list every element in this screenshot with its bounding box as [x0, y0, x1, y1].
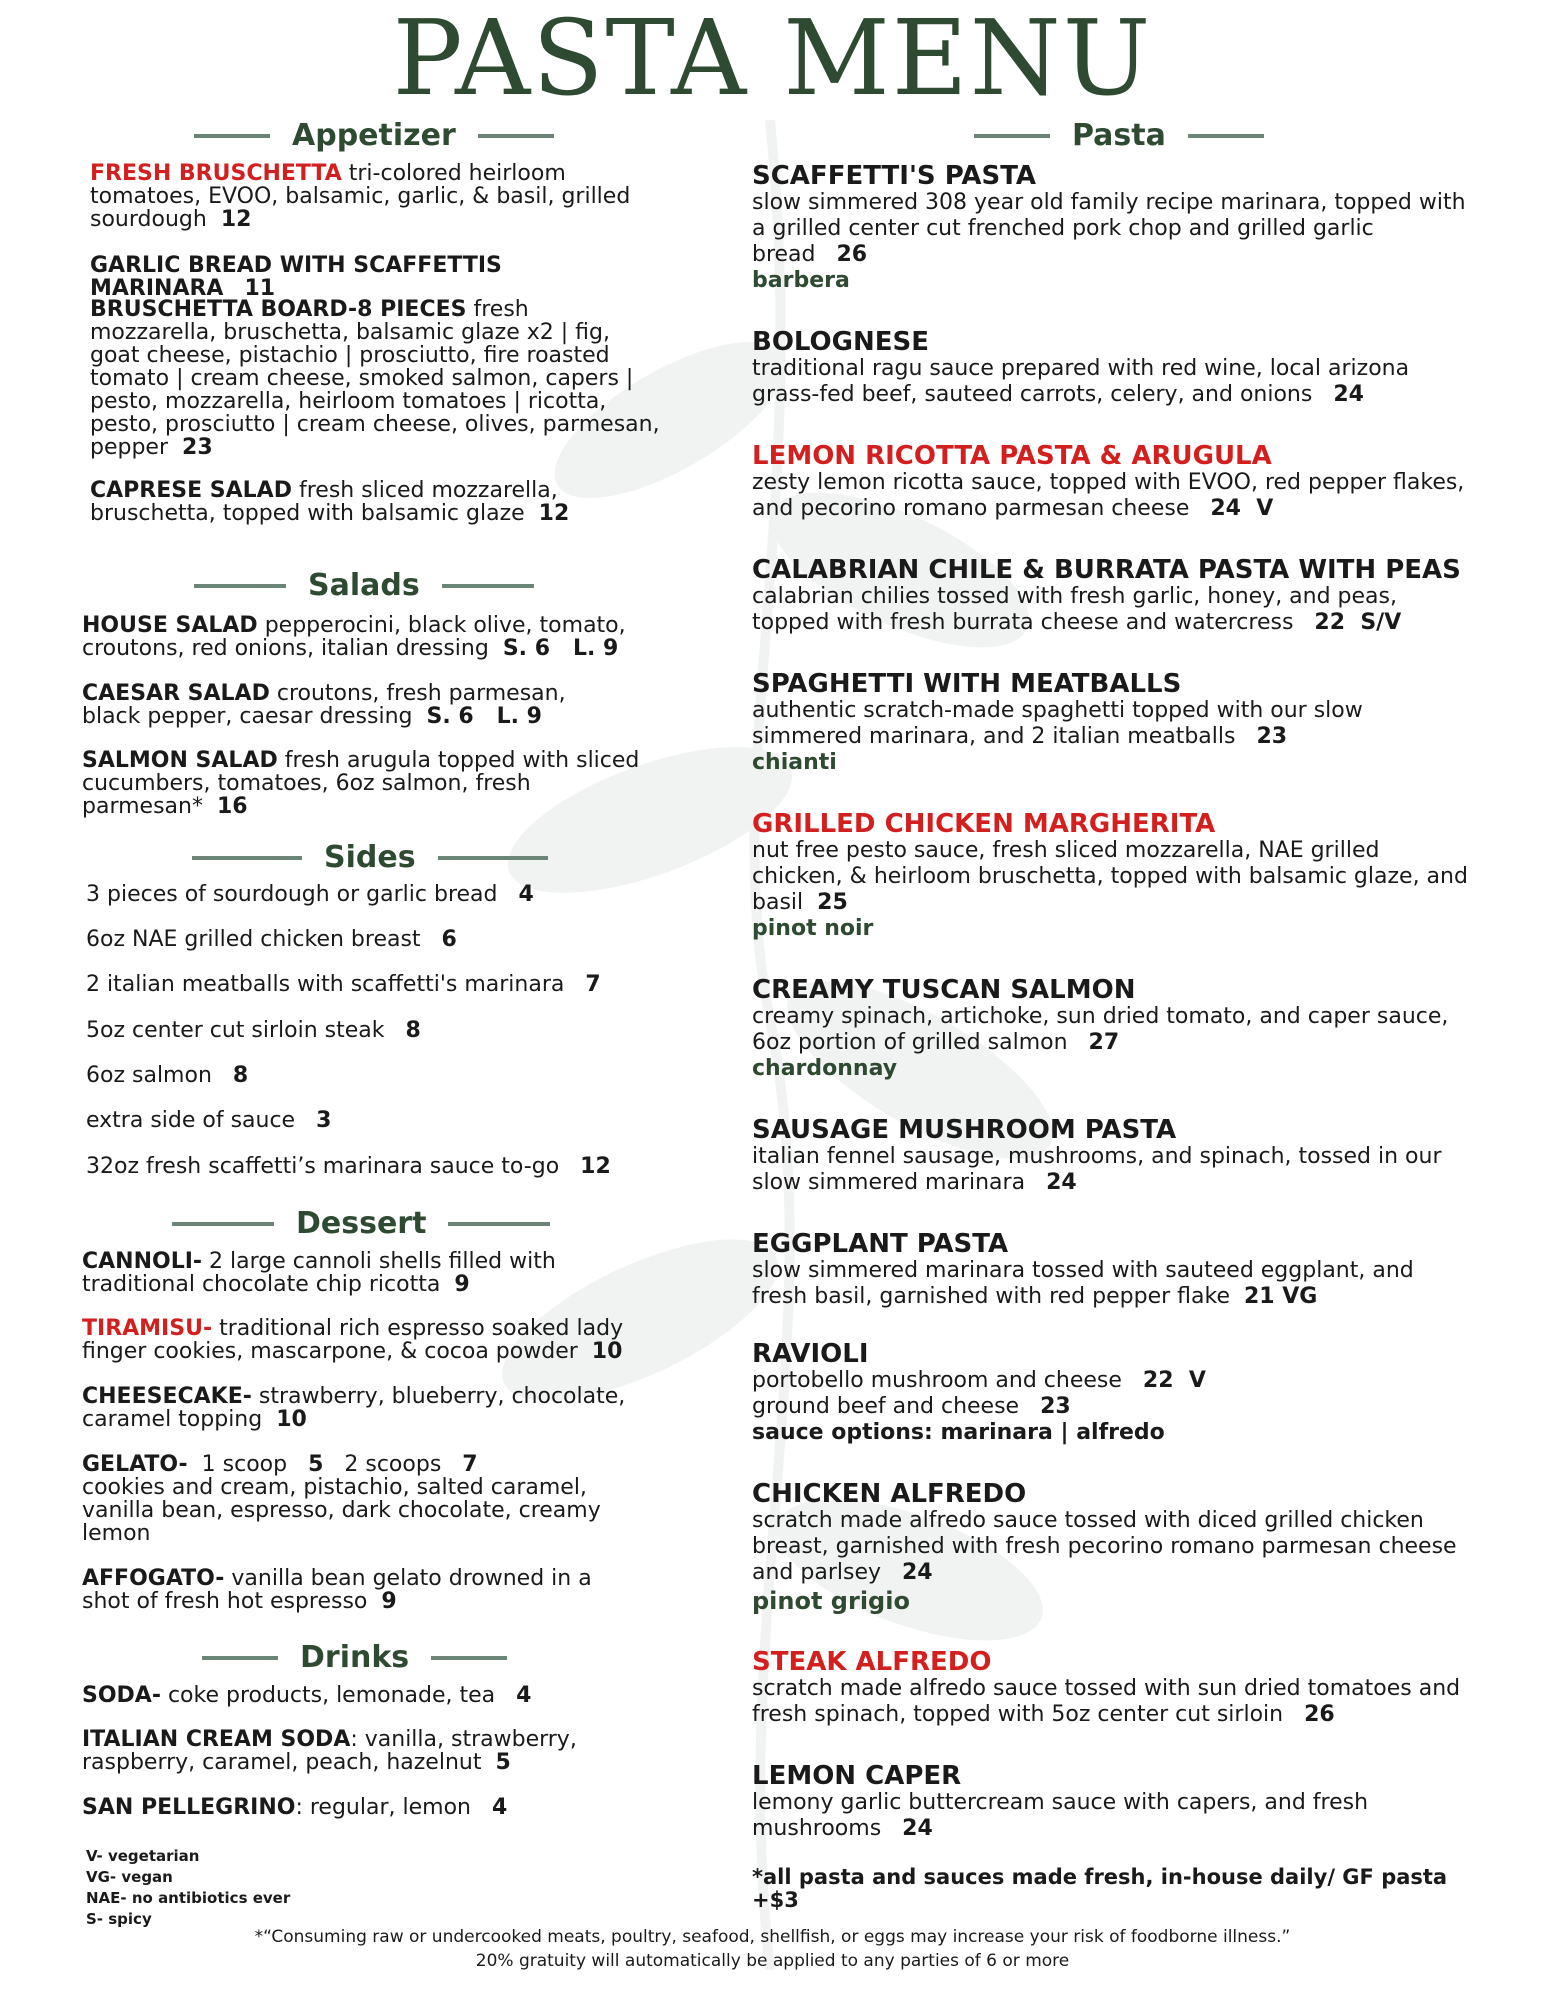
sides-heading: Sides: [192, 840, 548, 875]
appetizer-item: GARLIC BREAD WITH SCAFFETTIS MARINARA 11: [90, 253, 502, 301]
appetizer-item: FRESH BRUSCHETTA tri-colored heirloom tomatoes, EVOO, balsamic, garlic, & basil, grilled sourdough 12: [90, 161, 631, 232]
dessert-item: CANNOLI- 2 large cannoli shells filled with traditional chocolate chip ricotta 9: [82, 1249, 556, 1297]
pasta-item: SPAGHETTI WITH MEATBALLS authentic scratch-made spaghetti topped with our slow simmered marinara, and 2 italian meatballs 23 chianti: [752, 669, 1363, 775]
pasta-item: RAVIOLI portobello mushroom and cheese 22 V ground beef and cheese 23 sauce options: marinara | alfredo: [752, 1339, 1206, 1445]
pasta-item: CHICKEN ALFREDO scratch made alfredo sauce tossed with diced grilled chicken breast, garnished with fresh pecorino romano parmesan cheese and parlsey 24 pinot grigio: [752, 1479, 1457, 1615]
legend-item: V- vegetarian: [86, 1847, 200, 1865]
appetizer-item: BRUSCHETTA BOARD-8 PIECES fresh mozzarella, bruschetta, balsamic glaze x2 | fig, goat cheese, pistachio | prosciutto, fire roasted tomato | cream cheese, smoked salmon, capers | pesto, mozzarella, heirloom tomatoes | ricotta, pesto, prosciutto | cream cheese, olives, parmesan, pepper 23: [90, 297, 660, 460]
salad-item: CAESAR SALAD croutons, fresh parmesan, black pepper, caesar dressing S. 6 L. 9: [82, 681, 566, 729]
legend-item: S- spicy: [86, 1910, 152, 1928]
pasta-heading: Pasta: [974, 118, 1264, 153]
legend: [86, 1846, 290, 1930]
salad-item: HOUSE SALAD pepperocini, black olive, tomato, croutons, red onions, italian dressing S. 6 L. 9: [82, 613, 626, 661]
side-item: 32oz fresh scaffetti’s marinara sauce to-go 12: [86, 1154, 611, 1179]
pasta-item: LEMON RICOTTA PASTA & ARUGULA zesty lemon ricotta sauce, topped with EVOO, red pepper flakes, and pecorino romano parmesan cheese 24 V: [752, 441, 1465, 521]
pasta-item: LEMON CAPER lemony garlic buttercream sauce with capers, and fresh mushrooms 24: [752, 1761, 1369, 1841]
pasta-item: BOLOGNESE traditional ragu sauce prepared with red wine, local arizona grass-fed beef, sauteed carrots, celery, and onions 24: [752, 327, 1410, 407]
pasta-item: CALABRIAN CHILE & BURRATA PASTA WITH PEAS calabrian chilies tossed with fresh garlic, honey, and peas, topped with fresh burrata cheese and watercress 22 S/V: [752, 555, 1461, 635]
pasta-item: EGGPLANT PASTA slow simmered marinara tossed with sauteed eggplant, and fresh basil, garnished with red pepper flake 21 VG: [752, 1229, 1414, 1309]
pasta-item: CREAMY TUSCAN SALMON creamy spinach, artichoke, sun dried tomato, and caper sauce, 6oz portion of grilled salmon 27 chardonnay: [752, 975, 1449, 1081]
dessert-item: TIRAMISU- traditional rich espresso soaked lady finger cookies, mascarpone, & cocoa powder 10: [82, 1316, 624, 1364]
appetizer-item: CAPRESE SALAD fresh sliced mozzarella, bruschetta, topped with balsamic glaze 12: [90, 478, 570, 526]
side-item: 6oz NAE grilled chicken breast 6: [86, 927, 457, 952]
side-item: 5oz center cut sirloin steak 8: [86, 1018, 421, 1043]
dessert-item: AFFOGATO- vanilla bean gelato drowned in a shot of fresh hot espresso 9: [82, 1566, 592, 1614]
pasta-note: *all pasta and sauces made fresh, in-house daily/ GF pasta +$3: [752, 1865, 1448, 1912]
side-item: extra side of sauce 3: [86, 1108, 332, 1133]
menu-title: PASTA MENU: [392, 0, 1153, 119]
salad-item: SALMON SALAD fresh arugula topped with sliced cucumbers, tomatoes, 6oz salmon, fresh parmesan* 16: [82, 748, 640, 819]
legend-item: NAE- no antibiotics ever: [86, 1889, 291, 1907]
drink-item: SAN PELLEGRINO: regular, lemon 4: [82, 1795, 508, 1820]
legend-item: VG- vegan: [86, 1868, 173, 1886]
side-item: 6oz salmon 8: [86, 1063, 249, 1088]
drinks-heading: Drinks: [202, 1640, 507, 1675]
salads-heading: Salads: [194, 568, 534, 603]
side-item: 3 pieces of sourdough or garlic bread 4: [86, 882, 534, 907]
pasta-item: SAUSAGE MUSHROOM PASTA italian fennel sausage, mushrooms, and spinach, tossed in our slow simmered marinara 24: [752, 1115, 1442, 1195]
drink-item: ITALIAN CREAM SODA: vanilla, strawberry, raspberry, caramel, peach, hazelnut 5: [82, 1727, 577, 1775]
dessert-item: GELATO- 1 scoop 5 2 scoops 7 cookies and cream, pistachio, salted caramel, vanilla bean, espresso, dark chocolate, creamy lemon: [82, 1452, 601, 1546]
appetizer-heading: Appetizer: [194, 118, 554, 153]
footer-disclaimer: *“Consuming raw or undercooked meats, poultry, seafood, shellfish, or eggs may increase your risk of foodborne illness.”: [254, 1927, 1291, 1947]
pasta-item: SCAFFETTI'S PASTA slow simmered 308 year old family recipe marinara, topped with a grilled center cut frenched pork chop and grilled garlic bread 26 barbera: [752, 161, 1466, 293]
pasta-item: GRILLED CHICKEN MARGHERITA nut free pesto sauce, fresh sliced mozzarella, NAE grilled chicken, & heirloom bruschetta, topped with balsamic glaze, and basil 25 pinot noir: [752, 809, 1468, 941]
footer-gratuity: 20% gratuity will automatically be applied to any parties of 6 or more: [475, 1951, 1070, 1971]
drink-item: SODA- coke products, lemonade, tea 4: [82, 1683, 532, 1708]
dessert-item: CHEESECAKE- strawberry, blueberry, chocolate, caramel topping 10: [82, 1384, 626, 1432]
pasta-item: STEAK ALFREDO scratch made alfredo sauce tossed with sun dried tomatoes and fresh spinach, topped with 5oz center cut sirloin 26: [752, 1647, 1461, 1727]
dessert-heading: Dessert: [172, 1206, 550, 1241]
side-item: 2 italian meatballs with scaffetti's marinara 7: [86, 972, 601, 997]
